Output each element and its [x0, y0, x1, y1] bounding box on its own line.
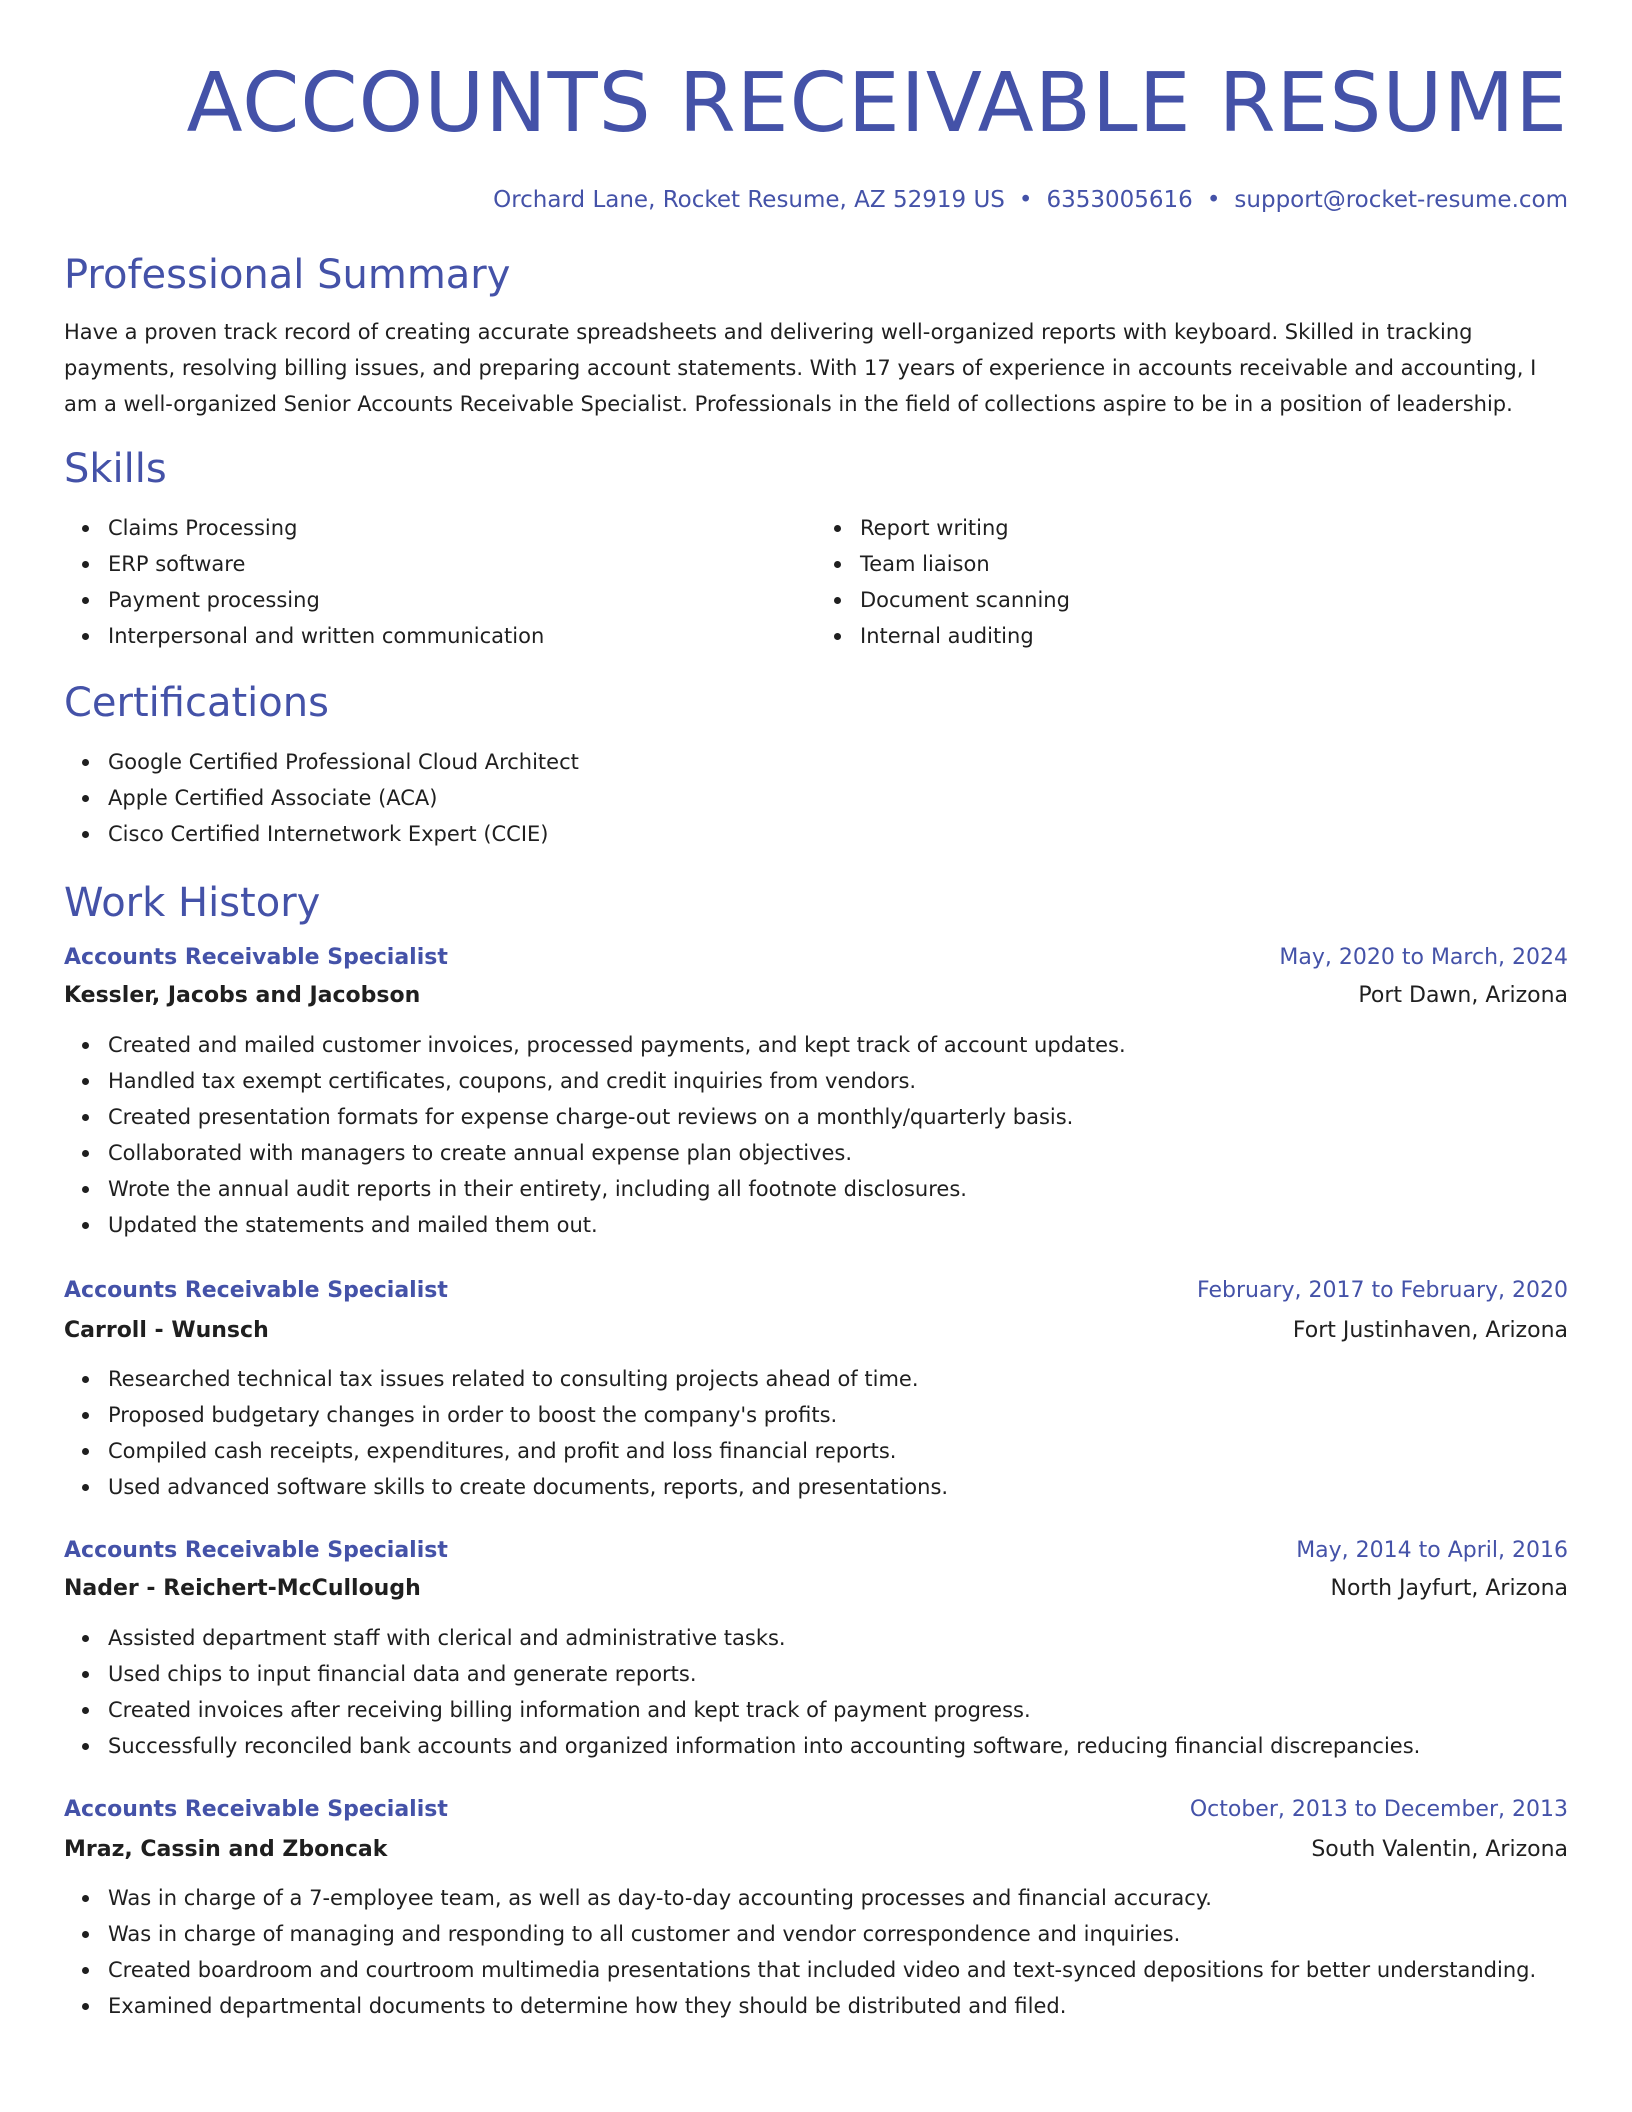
job-bullet: Handled tax exempt certificates, coupons, and credit inquiries from vendors.	[108, 1063, 1568, 1099]
company-name: Nader - Reichert-McCullough	[64, 1576, 421, 1601]
phone-text[interactable]: 6353005616	[1046, 187, 1193, 213]
job-location: Port Dawn, Arizona	[1358, 983, 1568, 1008]
separator-dot: •	[1206, 187, 1221, 213]
summary-text: Have a proven track record of creating accurate spreadsheets and delivering well-organized reports with keyboard. Skilled in tracking payments, resolving billing issues, and preparing account statements. With 17 years of experience in accounts receivable and accounting, I am a well-organized Senior Accounts Receivable Specialist. Professionals in the field of collections aspire to be in a position of leadership.	[64, 320, 1537, 416]
job-bullet: Researched technical tax issues related to consulting projects ahead of time.	[108, 1361, 1568, 1397]
job-employer-row	[64, 1834, 1568, 1866]
job-bullet: Updated the statements and mailed them out.	[108, 1207, 1568, 1243]
job-bullet: Created presentation formats for expense charge-out reviews on a monthly/quarterly basis.	[108, 1099, 1568, 1135]
job-dates: May, 2014 to April, 2016	[1296, 1538, 1568, 1563]
job-title: Accounts Receivable Specialist	[64, 945, 448, 970]
company-name: Carroll - Wunsch	[64, 1318, 269, 1343]
summary-heading: Professional Summary	[64, 252, 511, 298]
job-bullet: Wrote the annual audit reports in their entirety, including all footnote disclosures.	[108, 1171, 1568, 1207]
job-header	[64, 1535, 1568, 1567]
job-header	[64, 1275, 1568, 1307]
work-history-heading: Work History	[64, 880, 321, 926]
skill-item: Claims Processing	[108, 510, 816, 546]
job-bullet: Created boardroom and courtroom multimedia presentations that included video and text-synced depositions for better understanding.	[108, 1952, 1568, 1988]
job-entry	[64, 1535, 1568, 1764]
company-name: Mraz, Cassin and Zboncak	[64, 1837, 388, 1862]
job-bullet: Successfully reconciled bank accounts and organized information into accounting software, reducing financial discrepancies.	[108, 1728, 1568, 1764]
skills-column-left	[64, 510, 816, 654]
job-bullet: Examined departmental documents to determine how they should be distributed and filed.	[108, 1988, 1568, 2024]
certification-item: Google Certified Professional Cloud Architect	[108, 744, 1568, 780]
job-header	[64, 1794, 1568, 1826]
job-employer-row	[64, 1315, 1568, 1347]
job-bullet: Assisted department staff with clerical and administrative tasks.	[108, 1620, 1568, 1656]
skills-column-right	[816, 510, 1568, 654]
certification-item: Apple Certified Associate (ACA)	[108, 780, 1568, 816]
address-text: Orchard Lane, Rocket Resume, AZ 52919 US	[493, 187, 1005, 213]
contact-line	[64, 184, 1568, 216]
skills-list	[64, 510, 1568, 654]
job-bullet: Was in charge of a 7-employee team, as well as day-to-day accounting processes and financial accuracy.	[108, 1880, 1568, 1916]
resume-page	[64, 0, 1568, 2024]
job-header	[64, 942, 1568, 974]
job-bullets	[64, 1620, 1568, 1764]
skill-item: Document scanning	[860, 582, 1568, 618]
skill-item: ERP software	[108, 546, 816, 582]
job-dates: October, 2013 to December, 2013	[1189, 1797, 1568, 1822]
job-location: South Valentin, Arizona	[1311, 1837, 1568, 1862]
job-entry	[64, 1275, 1568, 1505]
certification-item: Cisco Certified Internetwork Expert (CCIE)	[108, 816, 1568, 852]
job-bullets	[64, 1027, 1568, 1243]
skill-item: Interpersonal and written communication	[108, 618, 816, 654]
certifications-list	[64, 744, 1568, 852]
certifications-heading: Certifications	[64, 680, 329, 726]
job-bullet: Used advanced software skills to create documents, reports, and presentations.	[108, 1469, 1568, 1505]
skill-item: Report writing	[860, 510, 1568, 546]
skill-item: Team liaison	[860, 546, 1568, 582]
job-location: North Jayfurt, Arizona	[1330, 1576, 1568, 1601]
job-bullet: Created invoices after receiving billing information and kept track of payment progress.	[108, 1692, 1568, 1728]
skills-heading: Skills	[64, 446, 167, 492]
job-dates: May, 2020 to March, 2024	[1279, 945, 1568, 970]
job-bullet: Was in charge of managing and responding to all customer and vendor correspondence and inquiries.	[108, 1916, 1568, 1952]
job-title: Accounts Receivable Specialist	[64, 1797, 448, 1822]
skill-item: Internal auditing	[860, 618, 1568, 654]
job-title: Accounts Receivable Specialist	[64, 1278, 448, 1303]
skill-item: Payment processing	[108, 582, 816, 618]
company-name: Kessler, Jacobs and Jacobson	[64, 983, 421, 1008]
job-bullet: Collaborated with managers to create annual expense plan objectives.	[108, 1135, 1568, 1171]
job-employer-row	[64, 980, 1568, 1012]
job-entry	[64, 1794, 1568, 2024]
job-bullet: Created and mailed customer invoices, processed payments, and kept track of account updates.	[108, 1027, 1568, 1063]
job-bullets	[64, 1880, 1568, 2024]
resume-title: ACCOUNTS RECEIVABLE RESUME	[186, 56, 1568, 151]
job-dates: February, 2017 to February, 2020	[1197, 1278, 1568, 1303]
job-location: Fort Justinhaven, Arizona	[1292, 1318, 1568, 1343]
job-employer-row	[64, 1573, 1568, 1605]
job-bullet: Proposed budgetary changes in order to boost the company's profits.	[108, 1397, 1568, 1433]
job-entry	[64, 942, 1568, 1243]
email-link[interactable]: support@rocket-resume.com	[1234, 187, 1568, 213]
job-title: Accounts Receivable Specialist	[64, 1538, 448, 1563]
job-bullet: Used chips to input financial data and generate reports.	[108, 1656, 1568, 1692]
job-bullets	[64, 1361, 1568, 1505]
separator-dot: •	[1018, 187, 1033, 213]
job-bullet: Compiled cash receipts, expenditures, and profit and loss financial reports.	[108, 1433, 1568, 1469]
